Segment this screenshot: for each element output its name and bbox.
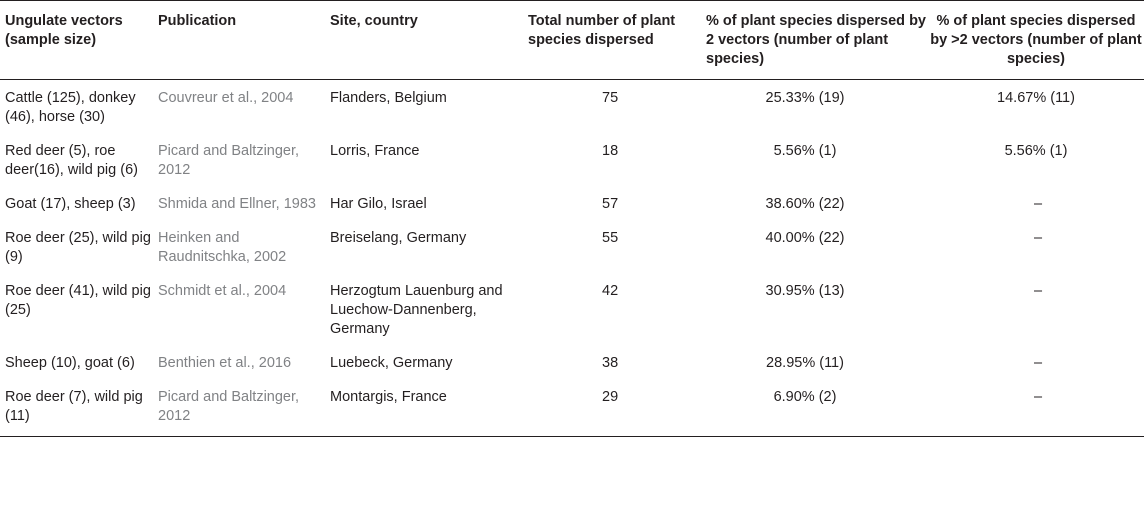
cell-more-vectors: 5.56% (1) xyxy=(1004,143,1068,159)
cell-site: Herzogtum Lauenburg and Luechow-Dannenberg, Germany xyxy=(330,283,503,337)
table-row xyxy=(0,273,1144,345)
cell-site: Breiselang, Germany xyxy=(330,230,467,246)
cell-vectors: Roe deer (25), wild pig (9) xyxy=(5,230,151,265)
header-row xyxy=(0,1,1144,80)
cell-total: 75 xyxy=(602,90,619,106)
cell-vectors: Red deer (5), roe deer(16), wild pig (6) xyxy=(5,143,138,178)
cell-more-vectors: – xyxy=(1033,283,1043,299)
cell-site: Flanders, Belgium xyxy=(330,90,447,106)
publication-link[interactable]: Schmidt et al., 2004 xyxy=(158,283,287,299)
cell-two-vectors: 30.95% (13) xyxy=(765,283,845,299)
cell-two-vectors: 25.33% (19) xyxy=(765,90,845,106)
header-more-vectors: % of plant species dispersed by >2 vectors (number of plant species) xyxy=(928,1,1144,80)
publication-link[interactable]: Heinken and Raudnitschka, 2002 xyxy=(158,230,287,265)
cell-site: Har Gilo, Israel xyxy=(330,196,427,212)
publication-link[interactable]: Picard and Baltzinger, 2012 xyxy=(158,143,300,178)
table-row xyxy=(0,186,1144,220)
cell-more-vectors: – xyxy=(1033,230,1043,246)
cell-vectors: Roe deer (41), wild pig (25) xyxy=(5,283,151,318)
cell-two-vectors: 28.95% (11) xyxy=(766,355,844,371)
cell-total: 18 xyxy=(602,143,619,159)
table-row xyxy=(0,133,1144,186)
cell-two-vectors: 6.90% (2) xyxy=(706,379,928,437)
publication-link[interactable]: Couvreur et al., 2004 xyxy=(158,90,294,106)
cell-total: 55 xyxy=(602,230,619,246)
cell-more-vectors: – xyxy=(1033,196,1043,212)
cell-total: 38 xyxy=(602,355,619,371)
cell-site: Montargis, France xyxy=(330,379,528,437)
cell-two-vectors: 40.00% (22) xyxy=(765,230,845,246)
cell-total: 42 xyxy=(602,283,619,299)
cell-two-vectors: 38.60% (22) xyxy=(765,196,845,212)
header-vectors: Ungulate vectors (sample size) xyxy=(0,1,158,80)
publication-link[interactable]: Shmida and Ellner, 1983 xyxy=(158,196,316,212)
cell-more-vectors: 14.67% (11) xyxy=(997,90,1075,106)
table-body xyxy=(0,80,1144,437)
header-publication: Publication xyxy=(158,1,330,80)
cell-site: Lorris, France xyxy=(330,143,420,159)
cell-more-vectors: – xyxy=(1033,355,1043,371)
cell-total: 29 xyxy=(528,379,706,437)
table-row xyxy=(0,345,1144,379)
cell-vectors: Roe deer (7), wild pig (11) xyxy=(0,379,158,437)
publication-link[interactable]: Benthien et al., 2016 xyxy=(158,355,292,371)
cell-two-vectors: 5.56% (1) xyxy=(773,143,837,159)
cell-vectors: Goat (17), sheep (3) xyxy=(5,196,136,212)
table-row xyxy=(0,220,1144,273)
cell-site: Luebeck, Germany xyxy=(330,355,453,371)
cell-more-vectors: – xyxy=(928,379,1144,437)
header-two-vectors: % of plant species dispersed by 2 vectors (number of plant species) xyxy=(706,1,928,80)
table-row xyxy=(0,80,1144,134)
publication-link[interactable]: Picard and Baltzinger, 2012 xyxy=(158,379,330,437)
table-row xyxy=(0,379,1144,437)
table-header xyxy=(0,1,1144,80)
header-site: Site, country xyxy=(330,1,528,80)
header-total: Total number of plant species dispersed xyxy=(528,1,706,80)
cell-total: 57 xyxy=(602,196,619,212)
cell-vectors: Cattle (125), donkey (46), horse (30) xyxy=(5,90,136,125)
cell-vectors: Sheep (10), goat (6) xyxy=(5,355,135,371)
